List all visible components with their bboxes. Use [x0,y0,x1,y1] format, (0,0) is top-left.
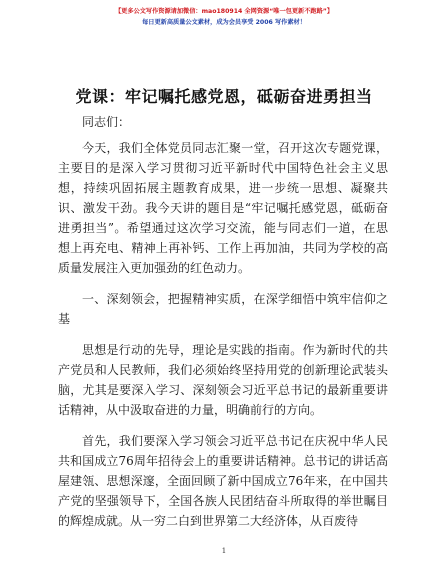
greeting: 同志们： [82,115,131,129]
section-heading: 一、深刻领会，把握精神实质，在深学细悟中筑牢信仰之基 [58,292,388,326]
document-body [58,112,388,531]
paragraph-section-2: 首先，我们要深入学习领会习近平总书记在庆祝中华人民共和国成立76周年招待会上的重要讲话精神。总书记的讲话高屋建瓴、思想深邃，全面回顾了新中国成立76年来，在中国共产党的坚强领导下，全国各族人民团结奋斗所取得的举世瞩目的辉煌成就。从一穷二白到世界第二大经济体，从百废待 [58,434,388,528]
paragraph-intro: 今天，我们全体党员同志汇聚一堂，召开这次专题党课，主要目的是深入学习贯彻习近平新时代中国特色社会主义思想，持续巩固拓展主题教育成果，进一步统一思想、凝聚共识、激发干劲。我今天讲的题目是“牢记嘱托感党恩，砥砺奋进勇担当”。希望通过这次学习交流，能与同志们一道，在思想上再充电、精神上再补钙、工作上再加油，共同为学校的高质量发展注入更加强劲的红色动力。 [58,141,388,275]
paragraph-section-1: 思想是行动的先导，理论是实践的指南。作为新时代的共产党员和人民教师，我们必须始终坚持用党的创新理论武装头脑，尤其是要深入学习、深刻领会习近平总书记的最新重要讲话精神，从中汲取奋进的力量，明确前行的方向。 [58,343,388,417]
banner-line-2: 每日更新高质量公文素材，成为会员享受 2006 写作素材！ [142,19,306,26]
page-number: 1 [221,547,227,555]
banner-line-1: 【更多公文写作资源请加微信：mao180914 全网资源“唯一包更新不跑路”】 [114,8,334,15]
document-title: 党课：牢记嘱托感党恩，砥砺奋进勇担当 [75,87,373,106]
top-banner [0,6,448,28]
